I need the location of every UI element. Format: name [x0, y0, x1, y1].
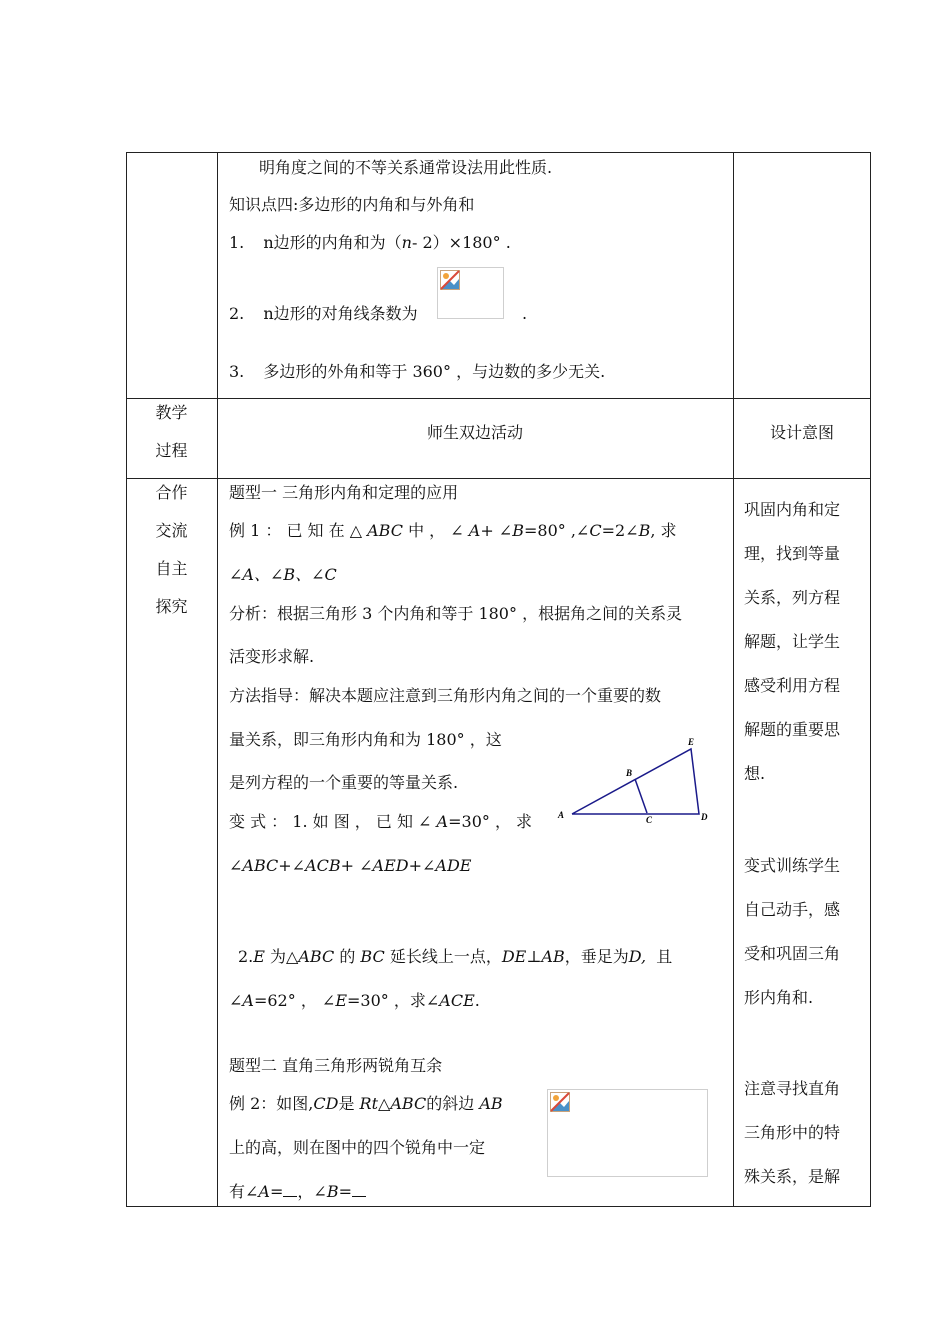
method-line2: 量关系，即三角形内角和为 180° ，这 — [229, 730, 502, 749]
label-E: E — [688, 737, 695, 747]
figure-segment-bc — [635, 779, 647, 813]
example2-line2: 上的高，则在图中的四个锐角中一定 — [229, 1138, 486, 1157]
item1-number: 1. — [229, 233, 245, 252]
top-line1: 明角度之间的不等关系通常设法用此性质. — [259, 158, 553, 177]
intent2-line2: 自己动手，感 — [744, 900, 841, 919]
label-D: D — [701, 812, 708, 822]
type2-heading: 题型二 直角三角形两锐角互余 — [229, 1056, 443, 1075]
intent1-line6: 解题的重要思 — [744, 720, 841, 739]
intent1-line4: 解题，让学生 — [744, 632, 841, 651]
item1-text: n边形的内角和为（n- 2）×180° . — [263, 233, 511, 252]
top-item2 — [229, 304, 418, 324]
example2-line1: 例 2：如图,CD是 Rt△ABC的斜边 AB — [229, 1094, 503, 1113]
analysis-line1: 分析：根据三角形 3 个内角和等于 180° ，根据角之间的关系灵 — [229, 604, 683, 623]
answer-blank-a — [283, 1182, 297, 1197]
label-B: B — [626, 768, 633, 778]
question2-line2: ∠A=62° ， ∠E=30° ，求∠ACE. — [229, 991, 480, 1010]
intent2-line1: 变式训练学生 — [744, 856, 841, 875]
item3-text: 多边形的外角和等于 360° ，与边数的多少无关. — [263, 362, 606, 381]
intent1-line1: 巩固内角和定 — [744, 500, 841, 519]
method-line3: 是列方程的一个重要的等量关系. — [229, 773, 459, 792]
item2-text: n边形的对角线条数为 — [263, 304, 418, 323]
intent2-line4: 形内角和. — [744, 988, 814, 1007]
left-row3-line1: 合作 — [155, 483, 188, 502]
variant1-line1: 变 式 ： 1. 如 图 ， 已 知 ∠ A=30° ， 求 — [229, 812, 533, 831]
header-activity: 师生双边活动 — [426, 423, 523, 442]
col-divider-right — [733, 152, 734, 1207]
row-divider-2 — [126, 478, 871, 479]
type1-heading: 题型一 三角形内角和定理的应用 — [229, 483, 459, 502]
left-row3-line3: 自主 — [155, 559, 188, 578]
header-intent: 设计意图 — [769, 423, 834, 442]
left-row2-line1: 教学 — [155, 403, 188, 422]
triangle-figure — [556, 736, 716, 826]
item2-period: . — [522, 304, 528, 323]
answer-blank-b — [352, 1182, 366, 1197]
formula-image-placeholder — [437, 267, 504, 319]
intent3-line3: 殊关系，是解 — [744, 1167, 841, 1186]
label-A: A — [558, 810, 565, 820]
row-divider-1 — [126, 398, 871, 399]
question2-line1: 2.E 为△ABC 的 BC 延长线上一点，DE⊥AB，垂足为D, 且 — [238, 947, 673, 966]
top-item1 — [229, 233, 511, 253]
item2-number: 2. — [229, 304, 245, 323]
label-C: C — [646, 815, 653, 825]
broken-image-icon — [550, 1092, 570, 1112]
analysis-line2: 活变形求解. — [229, 647, 315, 666]
intent2-line3: 受和巩固三角 — [744, 944, 841, 963]
left-row3-line2: 交流 — [155, 521, 188, 540]
intent1-line5: 感受利用方程 — [744, 676, 841, 695]
top-item3 — [229, 362, 605, 382]
variant1-line2: ∠ABC+∠ACB+ ∠AED+∠ADE — [229, 856, 472, 875]
intent1-line7: 想. — [744, 764, 766, 783]
col-divider-left — [217, 152, 218, 1207]
left-row2-line2: 过程 — [155, 441, 188, 460]
item3-number: 3. — [229, 362, 245, 381]
top-line2: 知识点四:多边形的内角和与外角和 — [229, 195, 475, 214]
left-row3-line4: 探究 — [155, 597, 188, 616]
method-line1: 方法指导：解决本题应注意到三角形内角之间的一个重要的数 — [229, 686, 662, 705]
intent3-line2: 三角形中的特 — [744, 1123, 841, 1142]
intent1-line2: 理，找到等量 — [744, 544, 841, 563]
example1-line1: 例 1 ： 已 知 在 △ ABC 中 ， ∠ A+ ∠B=80° ,∠C=2∠B, 求 — [229, 521, 677, 540]
intent1-line3: 关系，列方程 — [744, 588, 841, 607]
example1-line2: ∠A、∠B、∠C — [229, 565, 337, 584]
example2-image-placeholder — [547, 1089, 708, 1177]
intent3-line1: 注意寻找直角 — [744, 1079, 841, 1098]
example2-line3: 有∠A= ，∠B= — [229, 1182, 366, 1202]
broken-image-icon — [440, 270, 460, 290]
